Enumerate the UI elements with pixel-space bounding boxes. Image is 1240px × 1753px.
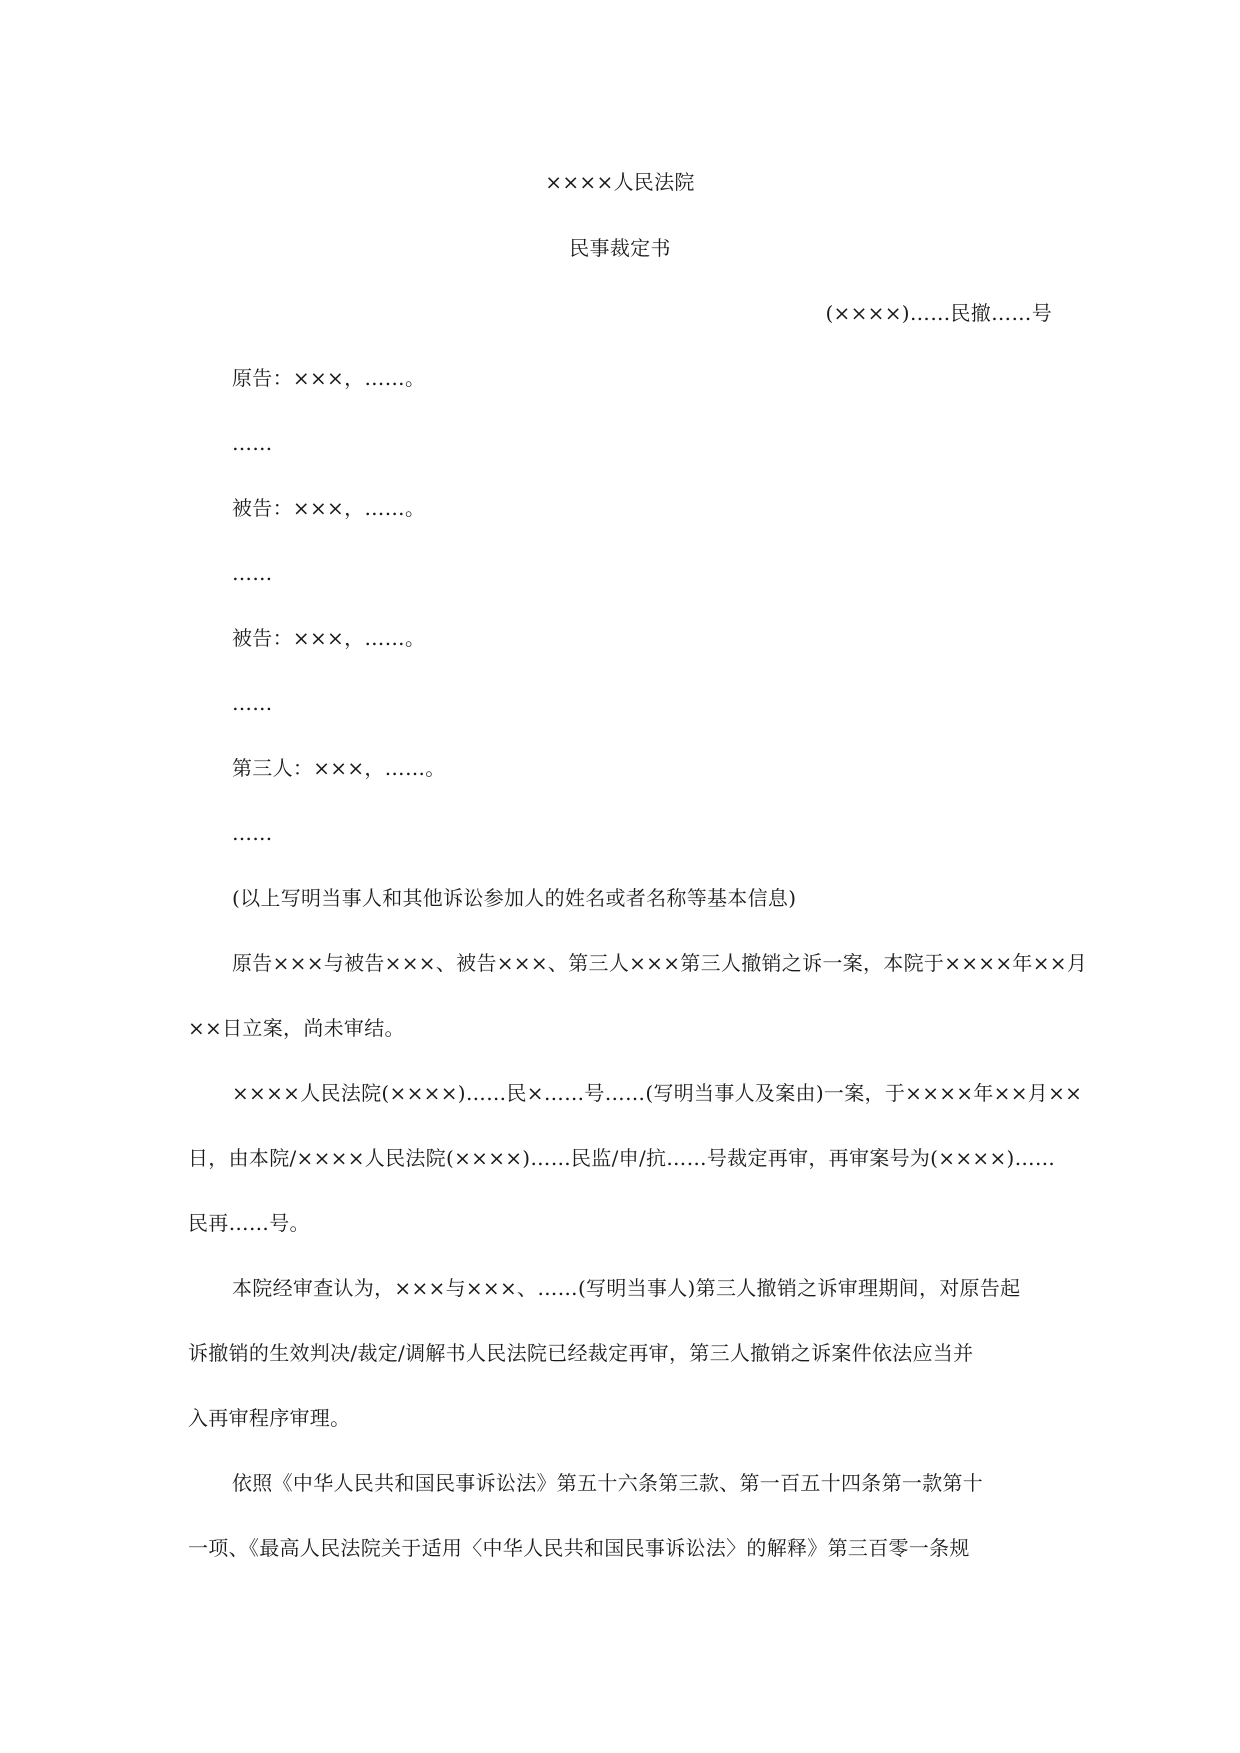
party-plaintiff-detail: …… xyxy=(232,431,273,455)
party-defendant-2: 被告：×××，……。 xyxy=(232,626,426,650)
party-third-party-detail: …… xyxy=(232,821,273,845)
court-title: ××××人民法院 xyxy=(545,170,695,194)
parties-note: (以上写明当事人和其他诉讼参加人的姓名或者名称等基本信息) xyxy=(232,886,797,910)
paragraph-1-line-2: ××日立案，尚未审结。 xyxy=(188,1016,405,1040)
paragraph-3-line-2: 诉撤销的生效判决/裁定/调解书人民法院已经裁定再审，第三人撤销之诉案件依法应当并 xyxy=(188,1341,974,1365)
paragraph-4-line-2: 一项、《最高人民法院关于适用〈中华人民共和国民事诉讼法〉的解释》第三百零一条规 xyxy=(188,1536,970,1560)
party-defendant-1: 被告：×××，……。 xyxy=(232,496,426,520)
paragraph-3-line-3: 入再审程序审理。 xyxy=(188,1406,351,1430)
case-number: (××××)……民撤……号 xyxy=(825,301,1052,325)
party-defendant-1-detail: …… xyxy=(232,561,273,585)
party-third-party: 第三人：×××，……。 xyxy=(232,756,446,780)
paragraph-2-line-2: 日，由本院/××××人民法院(××××)……民监/申/抗……号裁定再审，再审案号为(××××)…… xyxy=(188,1146,1056,1170)
party-defendant-2-detail: …… xyxy=(232,691,273,715)
party-plaintiff: 原告：×××，……。 xyxy=(232,366,426,390)
paragraph-2-line-3: 民再……号。 xyxy=(188,1211,310,1235)
paragraph-3-line-1: 本院经审查认为，×××与×××、……(写明当事人)第三人撤销之诉审理期间，对原告起 xyxy=(232,1276,1021,1300)
paragraph-2-line-1: ××××人民法院(××××)……民×……号……(写明当事人及案由)一案，于××××年××月×× xyxy=(232,1081,1083,1105)
paragraph-1-line-1: 原告×××与被告×××、被告×××、第三人×××第三人撤销之诉一案，本院于××××年××月 xyxy=(232,951,1088,975)
paragraph-4-line-1: 依照《中华人民共和国民事诉讼法》第五十六条第三款、第一百五十四条第一款第十 xyxy=(232,1471,984,1495)
document-type-title: 民事裁定书 xyxy=(569,236,671,260)
